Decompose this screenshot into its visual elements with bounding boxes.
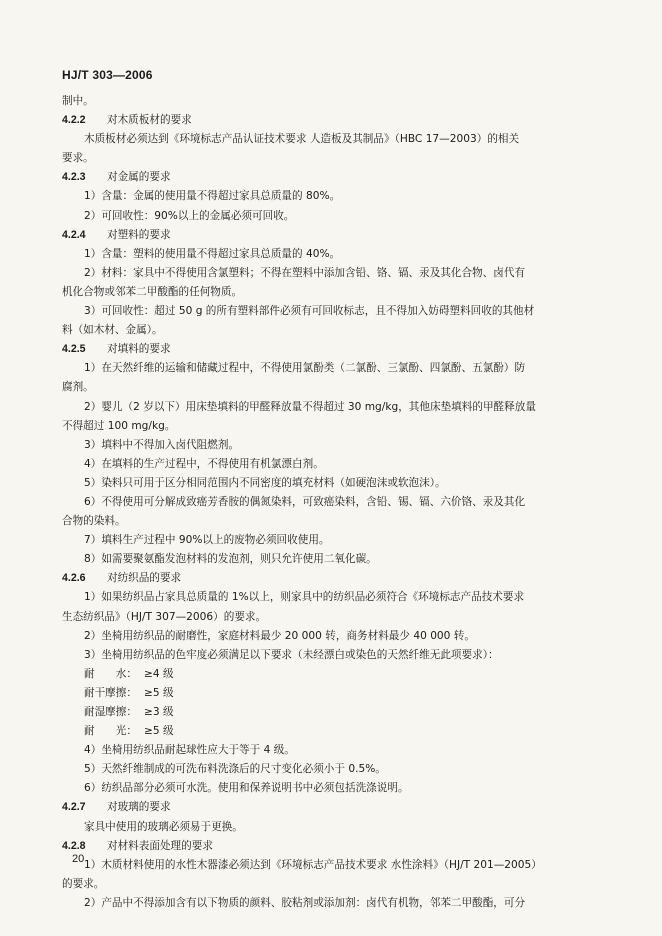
section-title: 对纺织品的要求 [107,572,182,585]
section-heading [62,340,602,359]
section-heading [62,798,602,817]
paragraph-line: 2）材料：家具中不得使用含氯塑料；不得在塑料中添加含铅、铬、镉、汞及其化合物、卤代有 [84,266,526,279]
paragraph-line: 1）在天然纤维的运输和储藏过程中，不得使用氯酚类（二氯酚、三氯酚、四氯酚、五氯酚）防 [84,362,526,375]
section-title: 对填料的要求 [107,343,171,356]
section-number: 4.2.3 [62,171,86,184]
paragraph-continuation: 腐剂。 [62,381,94,394]
paragraph-continuation: 不得超过 100 mg/kg。 [62,419,176,432]
paragraph-line: 6）不得使用可分解成致癌芳香胺的偶氮染料，可致癌染料，含铅、锡、镉、六价铬、汞及其化 [84,495,526,508]
section-number: 4.2.6 [62,572,86,585]
fastness-grade: ≥4 级 [144,667,174,680]
page-number: 20 [72,853,85,865]
fastness-grade-row [62,684,602,703]
document-body [62,92,602,913]
paragraph-line: 1）含量：金属的使用量不得超过家具总质量的 80%。 [84,190,341,203]
section-title: 对材料表面处理的要求 [107,839,213,852]
paragraph-line: 5）染料只可用于区分相同范围内不同密度的填充材料（如硬泡沫或软泡沫）。 [84,476,446,489]
paragraph-line: 2）产品中不得添加含有以下物质的颜料、胶粘剂或添加剂：卤代有机物，邻苯二甲酸酯，可分 [84,896,526,909]
fastness-grade-row [62,665,602,684]
fastness-grade: ≥5 级 [144,686,174,699]
fastness-grade-row [62,722,602,741]
paragraph-line: 7）填料生产过程中 90%以上的废物必须回收使用。 [84,534,330,547]
paragraph-continuation: 料（如木材、金属）。 [62,324,163,337]
paragraph-continuation: 生态纺织品》（HJ/T 307—2006）的要求。 [62,610,267,623]
section-number: 4.2.7 [62,801,86,814]
section-title: 对玻璃的要求 [107,801,171,814]
section-number: 4.2.5 [62,343,86,356]
fastness-item: 耐 水： [84,667,137,680]
section-number: 4.2.4 [62,228,86,241]
paragraph-line: 2）坐椅用纺织品的耐磨性，家庭材料最少 20 000 转，商务材料最少 40 000 转。 [84,629,475,642]
paragraph-continuation: 制中。 [62,95,94,107]
section-title: 对金属的要求 [107,171,171,184]
paragraph-line: 3）可回收性：超过 50 g 的所有塑料部件必须有可回收标志，且不得加入妨碍塑料回收的其他材 [84,305,535,318]
paragraph-line: 2）婴儿（2 岁以下）用床垫填料的甲醛释放量不得超过 30 mg/kg，其他床垫填料的甲醛释放量 [84,400,536,413]
paragraph-line: 家具中使用的玻璃必须易于更换。 [84,820,243,833]
section-heading [62,837,602,856]
section-number: 4.2.8 [62,839,86,852]
fastness-grade: ≥5 级 [144,725,174,738]
paragraph-line: 1）如果纺织品占家具总质量的 1%以上，则家具中的纺织品必须符合《环境标志产品技术要求 [84,591,525,604]
paragraph-continuation: 要求。 [62,152,94,165]
paragraph-continuation: 合物的染料。 [62,515,126,528]
section-number: 4.2.2 [62,114,86,127]
standard-number-header: HJ/T 303—2006 [62,68,153,82]
paragraph-line: 2）可回收性：90%以上的金属必须可回收。 [84,209,295,222]
section-heading [62,111,602,130]
paragraph-line: 4）坐椅用纺织品耐起球性应大于等于 4 级。 [84,744,295,757]
paragraph-line: 6）纺织品部分必须可水洗。使用和保养说明书中必须包括洗涤说明。 [84,782,409,795]
fastness-item: 耐干摩擦： [84,686,137,699]
paragraph-continuation: 的要求。 [62,877,105,890]
section-heading [62,569,602,588]
paragraph-line: 3）填料中不得加入卤代阻燃剂。 [84,438,240,451]
paragraph-line: 1）含量：塑料的使用量不得超过家具总质量的 40%。 [84,247,341,260]
section-heading [62,168,602,187]
paragraph-line: 1）木质材料使用的水性木器漆必须达到《环境标志产品技术要求 水性涂料》（HJ/T 201—2005） [84,858,542,871]
section-heading [62,226,602,245]
paragraph-continuation: 机化合物或邻苯二甲酸酯的任何物质。 [62,285,243,298]
paragraph-line: 8）如需要聚氨酯发泡材料的发泡剂，则只允许使用二氧化碳。 [84,553,377,566]
paragraph-line: 4）在填料的生产过程中，不得使用有机氯漂白剂。 [84,457,324,470]
fastness-grade-row [62,703,602,722]
paragraph-line: 5）天然纤维制成的可洗布料洗涤后的尺寸变化必须小于 0.5%。 [84,763,386,776]
fastness-item: 耐湿摩擦： [84,706,137,718]
paragraph-line: 3）坐椅用纺织品的色牢度必须满足以下要求（未经漂白或染色的天然纤维无此项要求）： [84,648,499,661]
paragraph-line: 木质板材必须达到《环境标志产品认证技术要求 人造板及其制品》（HBC 17—2003）的相关 [84,133,520,146]
fastness-grade: ≥3 级 [144,706,174,718]
fastness-item: 耐 光： [84,725,137,738]
section-title: 对木质板材的要求 [107,114,192,127]
section-title: 对塑料的要求 [107,228,171,241]
